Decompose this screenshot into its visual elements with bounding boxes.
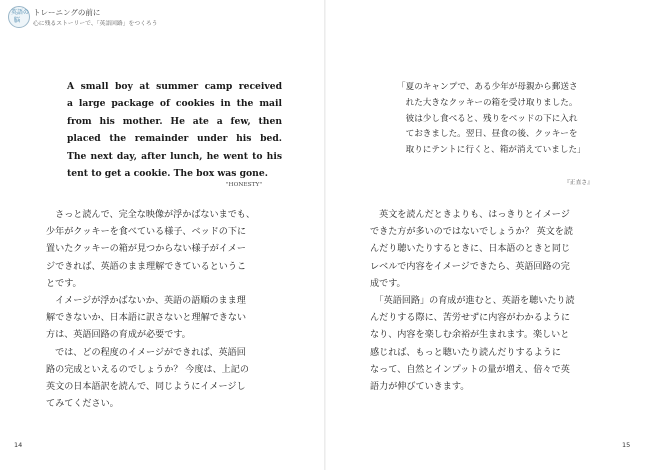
- body-line: では、どの程度のイメージができれば、英語回: [46, 347, 246, 358]
- body-line: ジできれば、英語のまま理解できているというこ: [46, 261, 247, 272]
- body-line: とです。: [46, 278, 82, 289]
- body-line: んだりする際に、苦労せずに内容がわかるように: [370, 313, 571, 324]
- body-line: さっと読んで、完全な映像が浮かばないまでも、: [46, 210, 255, 220]
- badge-text-top: 英語の: [11, 9, 30, 16]
- page-gutter: [324, 0, 326, 470]
- english-quote-line: from his mother. He ate a few, then: [67, 115, 282, 127]
- page-number-right: 15: [622, 441, 631, 449]
- japanese-quote: [397, 80, 593, 159]
- body-line: 「英語回路」の育成が進むと、英語を聴いたり読: [370, 296, 575, 307]
- body-line: 成です。: [370, 278, 406, 289]
- japanese-quote-line: 取りにテントに行くと、箱が消えていました」: [397, 145, 586, 156]
- english-quote-line: a large package of cookies in the mail: [67, 98, 282, 110]
- english-quote: [67, 78, 282, 182]
- body-line: 少年がクッキーを食べている様子、ベッドの下に: [46, 227, 247, 238]
- japanese-quote-line: 彼は少し食べると、残りをベッドの下に入れ: [397, 113, 578, 124]
- japanese-quote-source: 『正直さ』: [564, 180, 593, 186]
- japanese-quote-line: ておきました。翌日、昼食の後、クッキーを: [397, 129, 578, 140]
- english-quote-line: The next day, after lunch, he went to his: [67, 150, 282, 162]
- japanese-quote-line: れた大きなクッキーの箱を受け取りました。: [397, 97, 578, 108]
- body-line: レベルで内容をイメージできたら、英語回路の完: [370, 261, 570, 272]
- english-quote-line: tent to get a cookie. The box was gone.: [67, 168, 268, 180]
- chapter-title: トレーニングの前に: [33, 8, 101, 17]
- page-number-left: 14: [14, 441, 23, 449]
- chapter-badge-icon: [8, 6, 30, 28]
- chapter-subtitle: 心に残るストーリーで、「英語回路」をつくろう: [33, 21, 158, 27]
- body-line: 語力が伸びていきます。: [370, 382, 470, 393]
- japanese-quote-line: 「夏のキャンプで、ある少年が母親から郵送さ: [397, 82, 578, 92]
- body-line: んだり聴いたりするときに、日本語のときと同じ: [370, 244, 571, 255]
- body-line: てみてください。: [46, 399, 119, 410]
- body-line: 置いたクッキーの箱が見つからない様子がイメー: [46, 244, 246, 255]
- body-line: なり、内容を楽しむ余裕が生まれます。楽しいと: [370, 330, 570, 341]
- right-body-text: [370, 207, 596, 396]
- english-quote-line: placed the remainder under his bed.: [67, 133, 282, 145]
- body-line: 英文を読んだときよりも、はっきりとイメージ: [370, 210, 570, 220]
- body-line: イメージが浮かばないか、英語の語順のまま理: [46, 296, 246, 307]
- body-line: 解できないか、日本語に訳さないと理解できない: [46, 313, 247, 324]
- body-line: なって、自然とインプットの量が増え、倍々で英: [370, 364, 570, 375]
- body-line: 方は、英語回路の育成が必要です。: [46, 330, 191, 341]
- english-quote-line: A small boy at summer camp received: [67, 81, 282, 92]
- badge-text-bottom: 脳: [14, 17, 21, 24]
- english-quote-source: "HONESTY": [225, 182, 262, 188]
- body-line: 英文の日本語訳を読んで、同じようにイメージし: [46, 382, 246, 393]
- left-body-text: [46, 207, 274, 413]
- body-line: 感じれば、もっと聴いたり読んだりするように: [370, 347, 561, 358]
- body-line: 路の完成といえるのでしょうか？ 今度は、上記の: [46, 364, 249, 375]
- body-line: できた方が多いのではないでしょうか？ 英文を読: [370, 227, 573, 238]
